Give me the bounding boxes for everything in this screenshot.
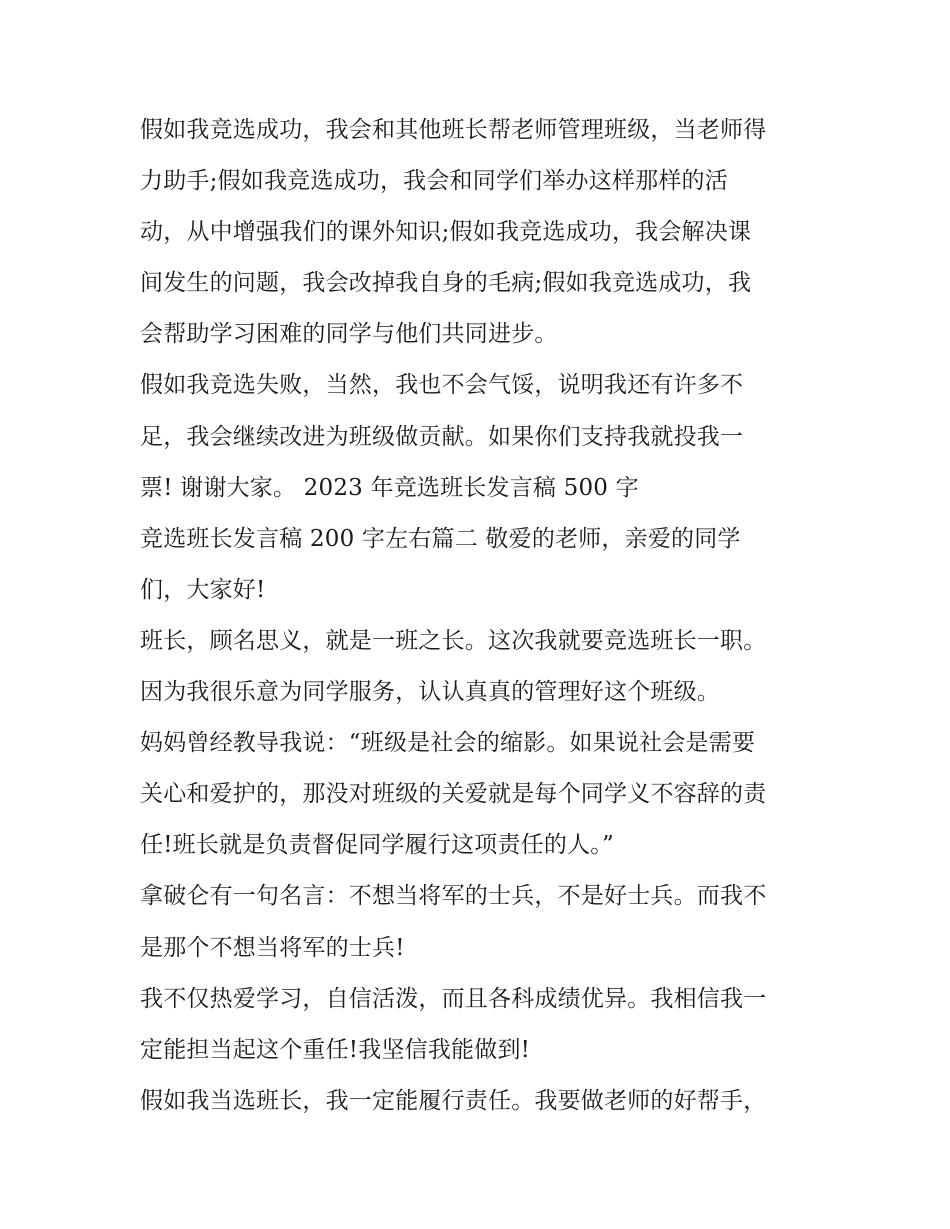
text-line: 间发生的问题，我会改掉我自身的毛病;假如我竞选成功，我: [140, 270, 752, 297]
text-line: 我不仅热爱学习，自信活泼，而且各科成绩优异。我相信我一: [140, 985, 767, 1012]
text-line: 妈妈曾经教导我说：“班级是社会的缩影。如果说社会是需要: [140, 730, 756, 757]
text-line: 关心和爱护的，那没对班级的关爱就是每个同学义不容辞的责: [140, 781, 767, 808]
text-line: 班长，顾名思义，就是一班之长。这次我就要竞选班长一职。: [140, 627, 767, 654]
text-line: 拿破仑有一句名言：不想当将军的士兵，不是好士兵。而我不: [140, 883, 767, 910]
text-line: 假如我竞选成功，我会和其他班长帮老师管理班级，当老师得: [140, 117, 767, 143]
text-line: 假如我竞选失败，当然，我也不会气馁，说明我还有许多不: [140, 372, 744, 399]
text-line: 会帮助学习困难的同学与他们共同进步。: [140, 321, 558, 348]
text-line: 是那个不想当将军的士兵!: [140, 934, 405, 961]
document-body: [140, 108, 820, 1130]
text-line: 竞选班长发言稿 200 字左右篇二 敬爱的老师，亲爱的同学: [140, 525, 741, 552]
text-line: 动，从中增强我们的课外知识;假如我竞选成功，我会解决课: [140, 219, 752, 246]
text-line: 足，我会继续改进为班级做贡献。如果你们支持我就投我一: [140, 423, 744, 450]
text-line: 任!班长就是负责督促同学履行这项责任的人。”: [140, 832, 614, 859]
text-line: 定能担当起这个重任!我坚信我能做到!: [140, 1036, 531, 1063]
text-line: 票! 谢谢大家。 2023 年竞选班长发言稿 500 字: [140, 474, 639, 501]
text-line: 假如我当选班长，我一定能履行责任。我要做老师的好帮手，: [140, 1087, 767, 1114]
text-line: 们，大家好!: [140, 576, 266, 603]
text-line: 因为我很乐意为同学服务，认认真真的管理好这个班级。: [140, 679, 720, 706]
text-line: 力助手;假如我竞选成功，我会和同学们举办这样那样的活: [140, 168, 728, 195]
